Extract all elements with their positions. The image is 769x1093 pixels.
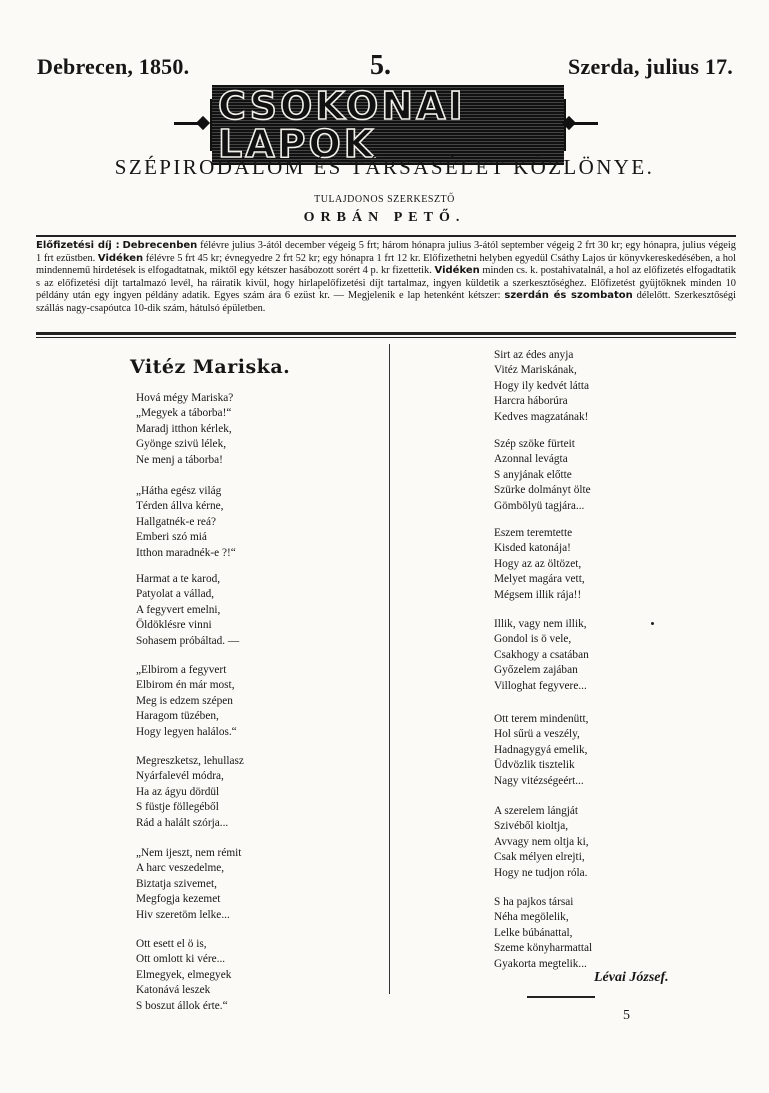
- poem-line: Illik, vagy nem illik,: [494, 618, 587, 630]
- section-divider-thin: [36, 337, 736, 338]
- poem-line: Villoghat fegyvere...: [494, 679, 587, 692]
- masthead-subtitle: SZÉPIRODALOM ÉS TÁRSASÉLET KÖZLÖNYE.: [114, 155, 655, 179]
- owner-label: TULAJDONOS SZERKESZTŐ: [314, 194, 455, 205]
- poem-line: Rád a halált szórja...: [136, 816, 229, 829]
- poem-line: Szép szöke fürteit: [494, 438, 575, 450]
- poem-line: Hiv szeretöm lelke...: [136, 908, 230, 921]
- provinces-label-2: Vidéken: [434, 265, 480, 277]
- subscription-label: Előfizetési díj :: [36, 240, 120, 251]
- stanza: [136, 937, 231, 1014]
- poem-line: Harcra háborúra: [494, 395, 568, 408]
- poem-line: S anyjának előtte: [494, 468, 572, 481]
- end-rule: [527, 996, 595, 998]
- provinces-text-2: minden cs. k. postahivatalnál, a hol az előfizetés elfogadtatik s az előfizetési díjt tartalmazó levél, ha ráiratik kivül, hogy hirlapelőfizetési díjt tartalmaz, ingyen küldetik a szerkesztőséghez. Előfizetést gyüjtőknek minden 10 példány után egy ingyen példány adatik. Egyes szám ára 6 ezüst kr. — Megjelenik e lap hetenként kétszer:: [36, 265, 736, 302]
- poem-line: Győzelem zajában: [494, 664, 578, 677]
- poem-line: Vitéz Mariskának,: [494, 364, 577, 377]
- page-number: 5: [623, 1008, 630, 1023]
- poem-line: Ott esett el ö is,: [136, 938, 207, 950]
- poem-line: Itthon maradnék-e ?!“: [136, 546, 236, 559]
- owner-name: ORBÁN PETŐ.: [303, 210, 466, 225]
- poem-line: „Elbirom a fegyvert: [136, 664, 227, 676]
- ink-speck: [651, 622, 654, 625]
- poem-line: Öldöklésre vinni: [136, 619, 212, 632]
- masthead-rule-right: [570, 122, 598, 125]
- stanza: [136, 391, 233, 468]
- poem-line: Lelke búbánattal,: [494, 926, 573, 939]
- stanza: [136, 754, 244, 831]
- poem-line: Szeme könyharmattal: [494, 942, 593, 955]
- stanza: [494, 617, 589, 694]
- poem-line: A fegyvert emelni,: [136, 603, 221, 616]
- poem-line: „Hátha egész világ: [136, 485, 222, 497]
- provinces-label: Vidéken: [97, 252, 144, 264]
- poem-line: Maradj itthon kérlek,: [136, 422, 232, 435]
- poem-line: Mégsem illik rája!!: [494, 588, 582, 601]
- poem-line: Avvagy nem oltja ki,: [494, 835, 589, 848]
- poem-line: Kedves magzatának!: [494, 410, 589, 423]
- top-divider: [36, 235, 736, 237]
- stanza: [494, 526, 585, 603]
- poem-line: Katonává leszek: [136, 984, 211, 997]
- issue-number: 5.: [370, 50, 391, 81]
- poem-line: Azonnal levágta: [494, 453, 568, 466]
- stanza: [494, 804, 589, 881]
- poem-line: Sirt az édes anyja: [494, 349, 574, 361]
- column-divider: [389, 344, 390, 994]
- local-text: félévre julius 3-ától december végeig 5 frt; három hónapra julius 3-ától september végeig 2 frt 30 kr; egy hónapra, julius végeig 1 frt ezüstben.: [36, 240, 736, 264]
- poem-line: Gyakorta megtelik...: [494, 957, 587, 970]
- publication-days: szerdán és szombaton: [504, 290, 633, 302]
- poem-line: Sohasem próbáltad. —: [136, 634, 240, 647]
- stanza: [494, 437, 591, 514]
- poem-line: Csakhogy a csatában: [494, 648, 589, 661]
- poem-line: Eszem teremtette: [494, 527, 573, 539]
- masthead: [174, 84, 598, 166]
- poem-line: Nagy vitézségeért...: [494, 774, 584, 787]
- poem-line: Melyet magára vett,: [494, 573, 585, 586]
- poem-line: Elbirom én már most,: [136, 679, 235, 692]
- poem-line: Megfogja kezemet: [136, 893, 221, 906]
- poem-line: Hová mégy Mariska?: [136, 392, 234, 404]
- provinces-text: félévre 5 frt 45 kr; évnegyedre 2 frt 52 kr; egy hónapra 1 frt 12 kr. Előfizethetni helyben egyedül Csáthy Lajos úr könyvkereskedésében, a hol mindennemű hirdetések is elfogadtatnak, miktől egy kétszer hasábozott sorért 4 p. kr fizettetik.: [36, 252, 737, 277]
- poem-line: Patyolat a vállad,: [136, 588, 215, 601]
- poem-line: Biztatja szivemet,: [136, 877, 217, 890]
- poem-line: Szivéből kioltja,: [494, 820, 569, 833]
- poem-line: Gondol is ö vele,: [494, 633, 572, 646]
- section-divider-thick: [36, 332, 736, 335]
- poem-line: S boszut állok érte.“: [136, 999, 228, 1012]
- masthead-ornament-left: [196, 116, 210, 130]
- poem-line: Hallgatnék-e reá?: [136, 515, 216, 528]
- poem-line: Csak mélyen elrejti,: [494, 851, 585, 864]
- stanza: [136, 663, 237, 740]
- subscription-closing: délelőtt. Szerkesztőségi szállás nagy-csapóutca 10-dik szám, hátulsó épületben.: [36, 290, 736, 314]
- poem-author: Lévai József.: [594, 970, 669, 985]
- poem-line: S ha pajkos társai: [494, 896, 574, 908]
- poem-line: Térden állva kérne,: [136, 500, 224, 513]
- poem-line: Haragom tüzében,: [136, 710, 219, 723]
- poem-line: Gömbölyü tagjára...: [494, 499, 585, 512]
- stanza: [494, 348, 589, 425]
- poem-line: Néha megölelik,: [494, 911, 569, 924]
- poem-line: Hogy legyen halálos.“: [136, 725, 237, 738]
- stanza: [494, 712, 588, 789]
- poem-line: „Megyek a táborba!“: [136, 407, 232, 420]
- stanza: [136, 484, 236, 561]
- poem-line: Szürke dolmányt ölte: [494, 484, 591, 497]
- poem-line: Megreszketsz, lehullasz: [136, 755, 244, 767]
- stanza: [136, 572, 239, 649]
- poem-line: „Nem ijeszt, nem rémit: [136, 847, 242, 859]
- poem-line: Hadnagygyá emelik,: [494, 743, 588, 756]
- poem-line: Ne menj a táborba!: [136, 453, 223, 466]
- poem-line: Ott terem mindenütt,: [494, 713, 589, 725]
- stanza: [136, 846, 241, 923]
- poem-line: Hogy ne tudjon róla.: [494, 866, 588, 879]
- local-label: Debrecenben: [122, 240, 198, 251]
- poem-line: Emberi szó miá: [136, 531, 207, 544]
- poem-line: Ott omlott ki vére...: [136, 953, 226, 966]
- poem-line: Gyönge szivü lélek,: [136, 438, 227, 451]
- poem-line: Hol sűrü a veszély,: [494, 728, 580, 741]
- issue-date: Szerda, julius 17.: [568, 54, 733, 79]
- poem-line: Üdvözlik tisztelik: [494, 759, 575, 772]
- poem-line: S füstje föllegéből: [136, 801, 219, 814]
- poem-line: A harc veszedelme,: [136, 862, 225, 875]
- poem-line: Kisded katonája!: [494, 542, 571, 555]
- subscription-info: [36, 240, 736, 316]
- place-year: Debrecen, 1850.: [37, 54, 190, 79]
- poem-line: Hogy az az öltözet,: [494, 557, 582, 570]
- poem-line: A szerelem lángját: [494, 805, 579, 817]
- poem-line: Hogy ily kedvét látta: [494, 379, 590, 392]
- poem-line: Nyárfalevél módra,: [136, 770, 224, 783]
- masthead-title-box: [210, 84, 566, 166]
- poem-line: Elmegyek, elmegyek: [136, 968, 232, 981]
- poem-line: Harmat a te karod,: [136, 573, 221, 585]
- stanza: [494, 895, 592, 972]
- masthead-title: CSOKONAI LAPOK: [212, 85, 564, 165]
- poem-title: Vitéz Mariska.: [130, 356, 291, 378]
- poem-line: Ha az ágyu dördül: [136, 785, 220, 798]
- poem-line: Meg is edzem szépen: [136, 694, 233, 707]
